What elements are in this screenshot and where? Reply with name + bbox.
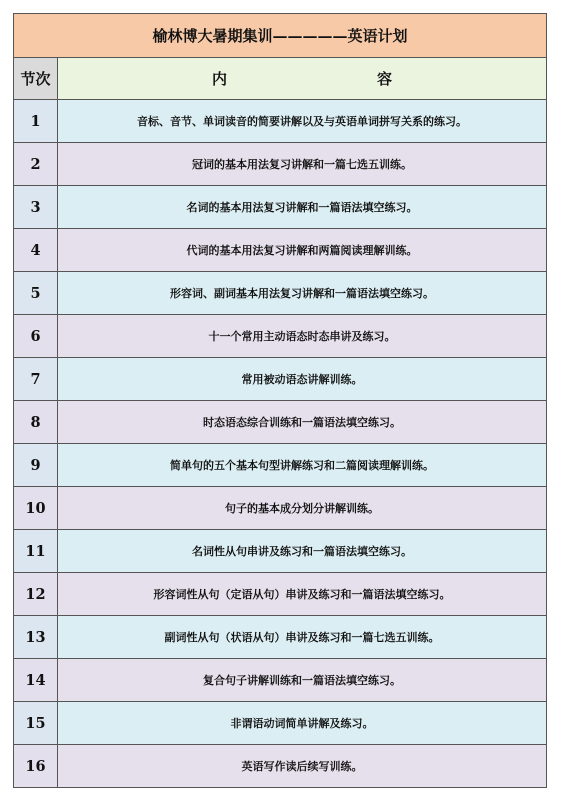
session-content: 名词性从句串讲及练习和一篇语法填空练习。 (192, 545, 412, 558)
table-row (14, 401, 547, 444)
plan-table (13, 13, 547, 788)
session-content-cell (58, 745, 547, 788)
session-content-cell (58, 143, 547, 186)
session-content-cell (58, 358, 547, 401)
session-content: 复合句子讲解训练和一篇语法填空练习。 (203, 674, 401, 687)
session-content-cell (58, 272, 547, 315)
session-content-cell (58, 444, 547, 487)
session-content-cell (58, 401, 547, 444)
header-content-char-1: 内 (211, 70, 227, 88)
table-row (14, 229, 547, 272)
session-content-cell (58, 616, 547, 659)
table-row (14, 530, 547, 573)
session-content: 常用被动语态讲解训练。 (241, 373, 363, 386)
table-row (14, 358, 547, 401)
table-row (14, 616, 547, 659)
session-content-cell (58, 659, 547, 702)
session-number: 12 (14, 573, 58, 616)
table-row (14, 100, 547, 143)
session-content: 名词的基本用法复习讲解和一篇语法填空练习。 (186, 201, 418, 214)
table-row (14, 702, 547, 745)
session-number: 7 (14, 358, 58, 401)
session-content-cell (58, 100, 547, 143)
session-number: 9 (14, 444, 58, 487)
session-number: 16 (14, 745, 58, 788)
session-content-cell (58, 573, 547, 616)
session-content: 冠词的基本用法复习讲解和一篇七选五训练。 (192, 158, 412, 171)
session-content: 简单句的五个基本句型讲解练习和二篇阅读理解训练。 (170, 459, 434, 472)
session-content: 形容词、副词基本用法复习讲解和一篇语法填空练习。 (170, 287, 434, 300)
session-list (14, 100, 547, 788)
header-content (58, 58, 547, 100)
header-content-char-2: 容 (377, 70, 393, 88)
session-number: 14 (14, 659, 58, 702)
header-row (14, 58, 547, 100)
session-content: 形容词性从句（定语从句）串讲及练习和一篇语法填空练习。 (153, 588, 451, 601)
session-number: 10 (14, 487, 58, 530)
session-content: 英语写作读后续写训练。 (241, 760, 363, 773)
table-row (14, 272, 547, 315)
table-row (14, 659, 547, 702)
session-content: 音标、音节、单词读音的简要讲解以及与英语单词拼写关系的练习。 (137, 115, 467, 128)
session-content: 副词性从句（状语从句）串讲及练习和一篇七选五训练。 (164, 631, 440, 644)
session-number: 6 (14, 315, 58, 358)
session-number: 13 (14, 616, 58, 659)
session-content-cell (58, 315, 547, 358)
session-content: 时态语态综合训练和一篇语法填空练习。 (203, 416, 401, 429)
session-content-cell (58, 702, 547, 745)
session-content: 十一个常用主动语态时态串讲及练习。 (208, 330, 396, 343)
session-number: 1 (14, 100, 58, 143)
table-row (14, 444, 547, 487)
title-row (14, 14, 547, 58)
table-row (14, 143, 547, 186)
session-content-cell (58, 530, 547, 573)
table-row (14, 487, 547, 530)
session-content-cell (58, 487, 547, 530)
table-row (14, 745, 547, 788)
table-row (14, 573, 547, 616)
session-content: 句子的基本成分划分讲解训练。 (225, 502, 379, 515)
session-content: 代词的基本用法复习讲解和两篇阅读理解训练。 (186, 244, 418, 257)
table-row (14, 315, 547, 358)
session-number: 4 (14, 229, 58, 272)
header-session-number: 节次 (14, 58, 58, 100)
session-content-cell (58, 229, 547, 272)
session-number: 3 (14, 186, 58, 229)
table-row (14, 186, 547, 229)
session-number: 11 (14, 530, 58, 573)
session-number: 15 (14, 702, 58, 745)
table-title: 榆林博大暑期集训—————英语计划 (14, 14, 547, 58)
session-number: 5 (14, 272, 58, 315)
session-number: 2 (14, 143, 58, 186)
session-number: 8 (14, 401, 58, 444)
session-content: 非谓语动词简单讲解及练习。 (230, 717, 374, 730)
session-content-cell (58, 186, 547, 229)
